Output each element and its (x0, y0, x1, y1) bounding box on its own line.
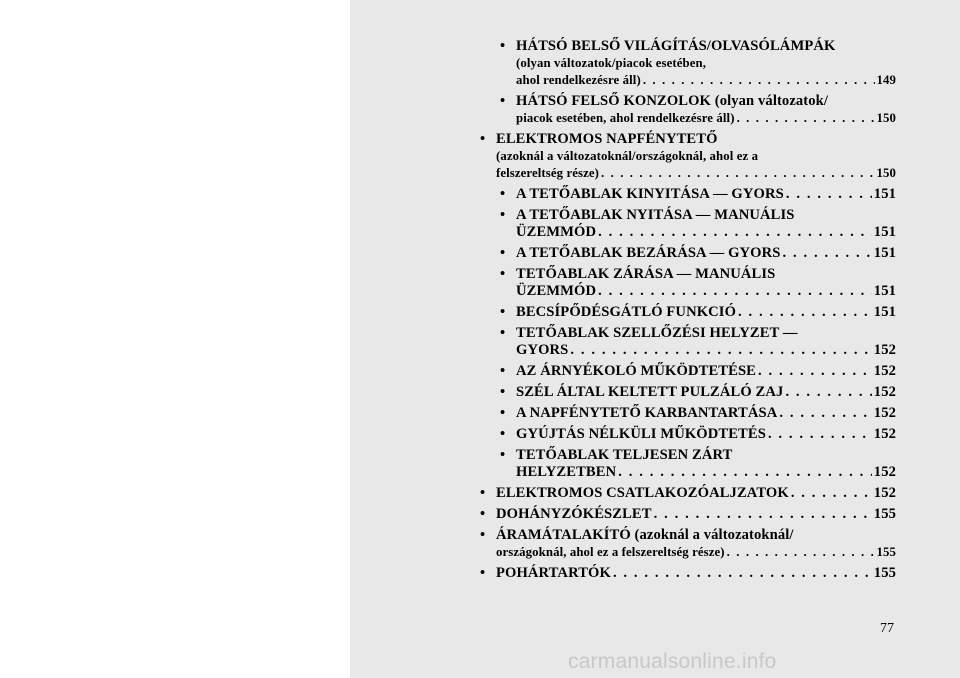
toc-entry (480, 245, 896, 262)
toc-entry (480, 426, 896, 443)
dot-leader (654, 506, 872, 523)
toc-entry (480, 405, 896, 422)
toc-line (516, 207, 896, 224)
toc-page-number: 149 (876, 73, 896, 87)
bullet-icon: • (500, 447, 506, 463)
toc-entry-title: ÁRAMÁTALAKÍTÓ (azoknál a változatoknál/ (496, 527, 794, 543)
toc-entry-title: POHÁRTARTÓK (496, 565, 611, 581)
toc-line (496, 131, 896, 148)
toc-entry-title: AZ ÁRNYÉKOLÓ MŰKÖDTETÉSE (516, 363, 756, 379)
dot-leader (786, 186, 872, 203)
toc-entry-title: DOHÁNYZÓKÉSZLET (496, 506, 652, 522)
toc-entry (480, 485, 896, 502)
toc-entry-title: TETŐABLAK ZÁRÁSA — MANUÁLIS (516, 266, 776, 282)
toc-entry-title: ÜZEMMÓD (516, 283, 597, 299)
toc-page-number: 151 (873, 245, 896, 261)
toc-page-number: 151 (873, 186, 896, 202)
toc-line (516, 224, 896, 241)
toc-page-number: 150 (876, 111, 896, 125)
bullet-icon: • (480, 485, 486, 501)
toc-entry-title: TETŐABLAK SZELLŐZÉSI HELYZET — (516, 325, 798, 341)
toc-page-number: 151 (873, 283, 896, 299)
toc-entry-title: ahol rendelkezésre áll) (516, 73, 641, 87)
dot-leader (785, 384, 871, 401)
toc-entry-title: HÁTSÓ BELSŐ VILÁGÍTÁS/OLVASÓLÁMPÁK (516, 38, 836, 54)
bullet-icon: • (500, 266, 506, 282)
toc-page-number: 152 (873, 405, 896, 421)
dot-leader (601, 165, 874, 182)
toc-line (516, 304, 896, 321)
toc-entry-title: GYORS (516, 342, 569, 358)
bullet-icon: • (500, 245, 506, 261)
toc-entry (480, 384, 896, 401)
toc-entry (480, 266, 896, 300)
toc-line (516, 464, 896, 481)
toc-entry-title: A TETŐABLAK NYITÁSA — MANUÁLIS (516, 207, 795, 223)
bullet-icon: • (480, 565, 486, 581)
toc-page-number: 151 (873, 224, 896, 240)
toc-line (496, 544, 896, 561)
dot-leader (618, 464, 872, 481)
toc-line (516, 110, 896, 127)
bullet-icon: • (500, 363, 506, 379)
bullet-icon: • (500, 207, 506, 223)
toc-page-number: 152 (873, 464, 896, 480)
toc-entry-title: országoknál, ahol ez a felszereltség része) (496, 545, 725, 559)
toc-entry-title: ELEKTROMOS CSATLAKOZÓALJZATOK (496, 485, 789, 501)
toc-entry-title: piacok esetében, ahol rendelkezésre áll) (516, 111, 735, 125)
toc-entry-title: A TETŐABLAK BEZÁRÁSA — GYORS (516, 245, 781, 261)
dot-leader (613, 565, 872, 582)
bullet-icon: • (500, 426, 506, 442)
dot-leader (727, 544, 875, 561)
bullet-icon: • (500, 38, 506, 54)
toc-entry-title: felszereltség része) (496, 166, 600, 180)
dot-leader (737, 110, 875, 127)
bullet-icon: • (500, 405, 506, 421)
toc-entry-title: A TETŐABLAK KINYITÁSA — GYORS (516, 186, 784, 202)
toc-page-number: 155 (873, 506, 896, 522)
toc-line (516, 342, 896, 359)
toc-line (496, 485, 896, 502)
toc-page-number: 152 (873, 342, 896, 358)
toc-page-number: 151 (873, 304, 896, 320)
toc-page-number: 155 (876, 545, 896, 559)
dot-leader (758, 363, 872, 380)
toc-line (516, 266, 896, 283)
toc-entry-title: BECSÍPŐDÉSGÁTLÓ FUNKCIÓ (516, 304, 737, 320)
toc-page-number: 150 (876, 166, 896, 180)
toc-entry-title: ÜZEMMÓD (516, 224, 597, 240)
dot-leader (643, 72, 875, 89)
toc-line (516, 55, 896, 72)
toc-line (516, 405, 896, 422)
toc-line (516, 186, 896, 203)
dot-leader (782, 245, 871, 262)
dot-leader (768, 426, 872, 443)
dot-leader (791, 485, 872, 502)
toc-line (516, 93, 896, 110)
toc-page-number: 155 (873, 565, 896, 581)
toc-entry-title: HELYZETBEN (516, 464, 617, 480)
bullet-icon: • (500, 93, 506, 109)
toc-line (516, 38, 896, 55)
toc-entry (480, 447, 896, 481)
toc-entry (480, 207, 896, 241)
toc-entry-title: A NAPFÉNYTETŐ KARBANTARTÁSA (516, 405, 778, 421)
toc-entry (480, 38, 896, 89)
toc-entry-title: HÁTSÓ FELSŐ KONZOLOK (olyan változatok/ (516, 93, 829, 109)
toc-page-number: 152 (873, 384, 896, 400)
toc-line (496, 148, 896, 165)
toc-line (516, 325, 896, 342)
toc-entry (480, 186, 896, 203)
toc-entry-title: ELEKTROMOS NAPFÉNYTETŐ (496, 131, 718, 147)
toc-line (516, 283, 896, 300)
toc-entry (480, 506, 896, 523)
toc-line (496, 506, 896, 523)
toc-line (516, 363, 896, 380)
bullet-icon: • (480, 506, 486, 522)
toc-entry-title: (olyan változatok/piacok esetében, (516, 56, 707, 70)
toc-entry (480, 363, 896, 380)
toc-entry-title: GYÚJTÁS NÉLKÜLI MŰKÖDTETÉS (516, 426, 766, 442)
bullet-icon: • (500, 325, 506, 341)
toc-line (516, 447, 896, 464)
dot-leader (738, 304, 872, 321)
bullet-icon: • (500, 186, 506, 202)
toc-line (516, 384, 896, 401)
toc-entry-title: SZÉL ÁLTAL KELTETT PULZÁLÓ ZAJ (516, 384, 784, 400)
toc-line (496, 527, 896, 544)
dot-leader (570, 342, 871, 359)
dot-leader (598, 224, 872, 241)
page-number: 77 (880, 621, 894, 636)
dot-leader (598, 283, 872, 300)
table-of-contents (480, 38, 896, 586)
toc-entry (480, 304, 896, 321)
bullet-icon: • (480, 527, 486, 543)
toc-line (516, 426, 896, 443)
bullet-icon: • (480, 131, 486, 147)
watermark-text: carmanualsonline.info (568, 650, 777, 673)
toc-entry-title: TETŐABLAK TELJESEN ZÁRT (516, 447, 733, 463)
toc-entry-title: (azoknál a változatoknál/országoknál, ahol ez a (496, 149, 759, 163)
toc-entry (480, 93, 896, 127)
toc-line (496, 165, 896, 182)
toc-entry (480, 565, 896, 582)
toc-page-number: 152 (873, 426, 896, 442)
toc-line (496, 565, 896, 582)
toc-page-number: 152 (873, 485, 896, 501)
toc-entry (480, 325, 896, 359)
toc-line (516, 245, 896, 262)
toc-page-number: 152 (873, 363, 896, 379)
dot-leader (779, 405, 871, 422)
toc-entry (480, 527, 896, 561)
toc-line (516, 72, 896, 89)
bullet-icon: • (500, 384, 506, 400)
bullet-icon: • (500, 304, 506, 320)
toc-entry (480, 131, 896, 182)
